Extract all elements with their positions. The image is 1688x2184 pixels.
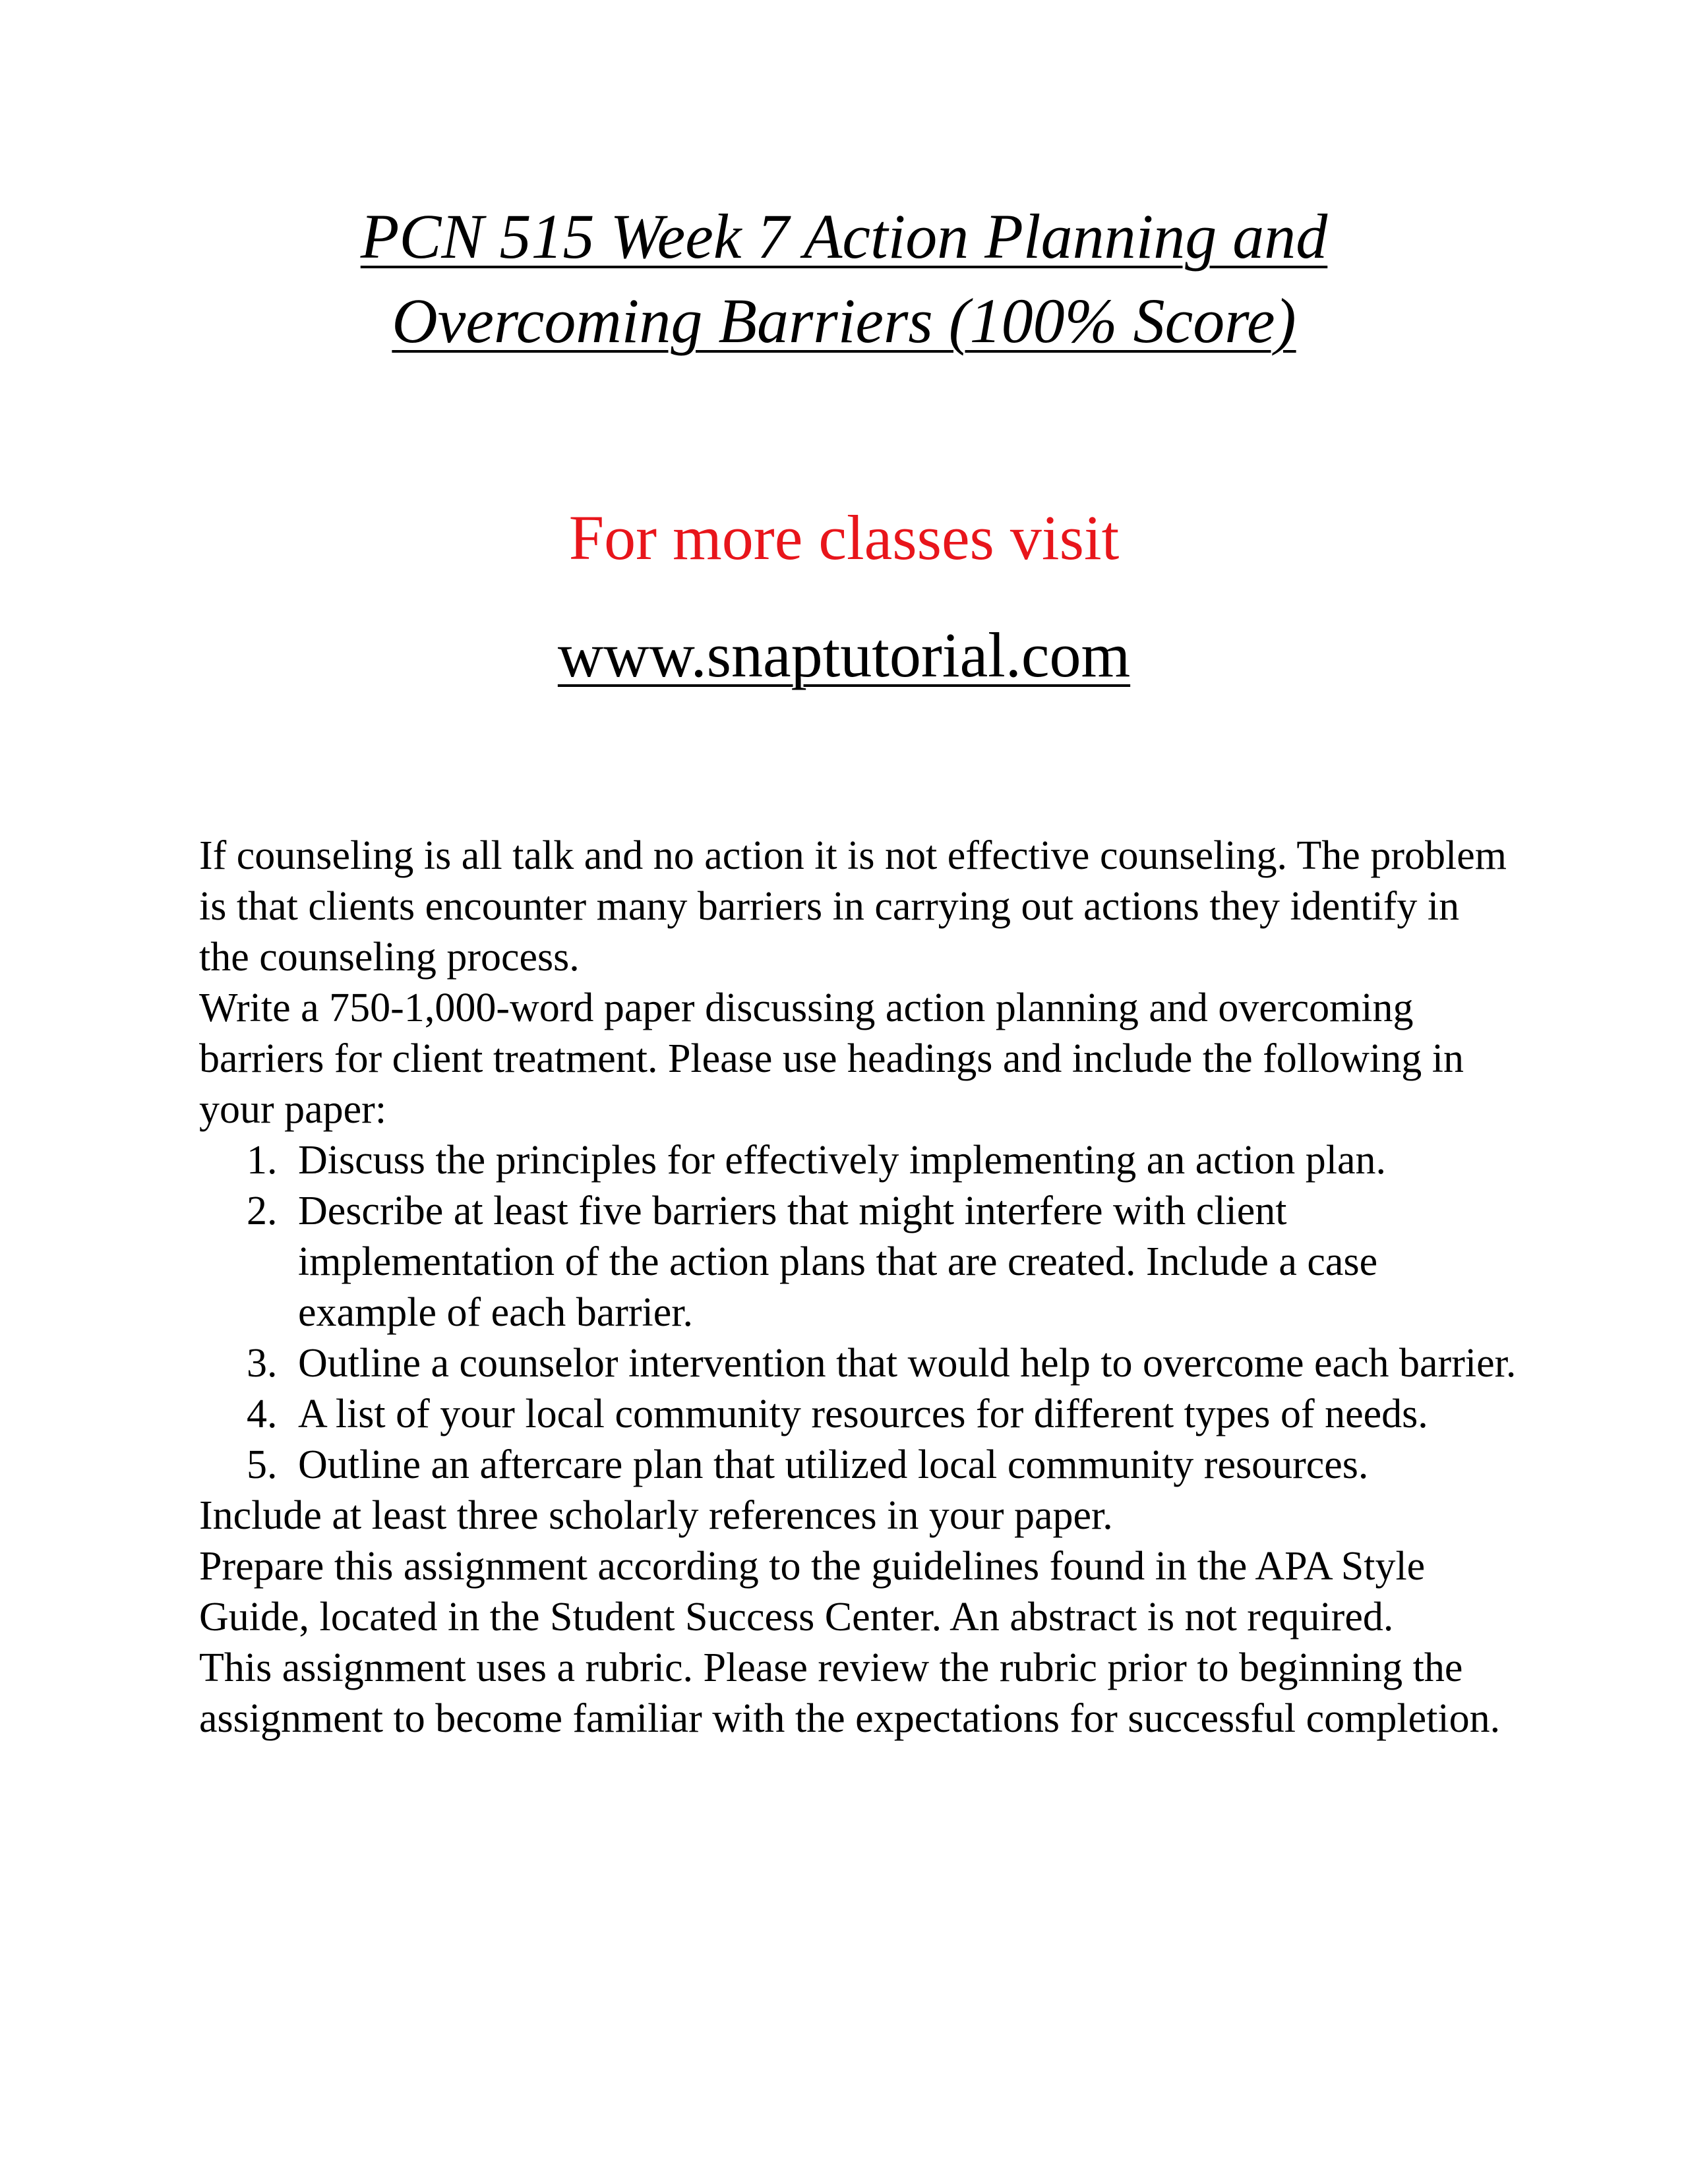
- list-item-number: 3.: [247, 1341, 278, 1386]
- list-item: [247, 1338, 1518, 1389]
- website-line: [198, 613, 1490, 697]
- title-line-1: PCN 515 Week 7 Action Planning and: [360, 201, 1328, 272]
- list-item: [247, 1186, 1518, 1338]
- intro-paragraph: If counseling is all talk and no action it is not effective counseling. The problem is that clients encounter many barriers in carrying out actions they identify in the counseling process.: [199, 833, 1507, 980]
- requirements-list: [199, 1135, 1518, 1490]
- list-item: [247, 1389, 1518, 1440]
- website-link[interactable]: www.snaptutorial.com: [557, 620, 1131, 690]
- rubric-paragraph: This assignment uses a rubric. Please review the rubric prior to beginning the assignment to become familiar with the expectations for successful completion.: [199, 1645, 1501, 1741]
- list-item-text: A list of your local community resources for different types of needs.: [298, 1392, 1428, 1436]
- assignment-body: [199, 831, 1518, 1744]
- promo-text: For more classes visit: [568, 502, 1120, 573]
- list-item: [247, 1440, 1518, 1490]
- list-item-text: Discuss the principles for effectively implementing an action plan.: [298, 1138, 1386, 1183]
- list-item-number: 4.: [247, 1392, 278, 1436]
- apa-paragraph: Prepare this assignment according to the guidelines found in the APA Style Guide, located in the Student Success Center. An abstract is not required.: [199, 1544, 1426, 1639]
- list-item-text: Outline a counselor intervention that would help to overcome each barrier.: [298, 1341, 1517, 1386]
- title-line-2: Overcoming Barriers (100% Score): [392, 285, 1296, 356]
- list-item-text: Describe at least five barriers that might interfere with client implementation of the action plans that are created. Include a case example of each barrier.: [298, 1189, 1378, 1335]
- references-paragraph: Include at least three scholarly references in your paper.: [199, 1493, 1113, 1538]
- document-title: [198, 194, 1490, 363]
- instructions-paragraph: Write a 750-1,000-word paper discussing action planning and overcoming barriers for client treatment. Please use headings and include the following in your paper:: [199, 986, 1464, 1132]
- list-item-number: 5.: [247, 1442, 278, 1487]
- list-item-text: Outline an aftercare plan that utilized local community resources.: [298, 1442, 1369, 1487]
- list-item: [247, 1135, 1518, 1186]
- list-item-number: 1.: [247, 1138, 278, 1183]
- list-item-number: 2.: [247, 1189, 278, 1233]
